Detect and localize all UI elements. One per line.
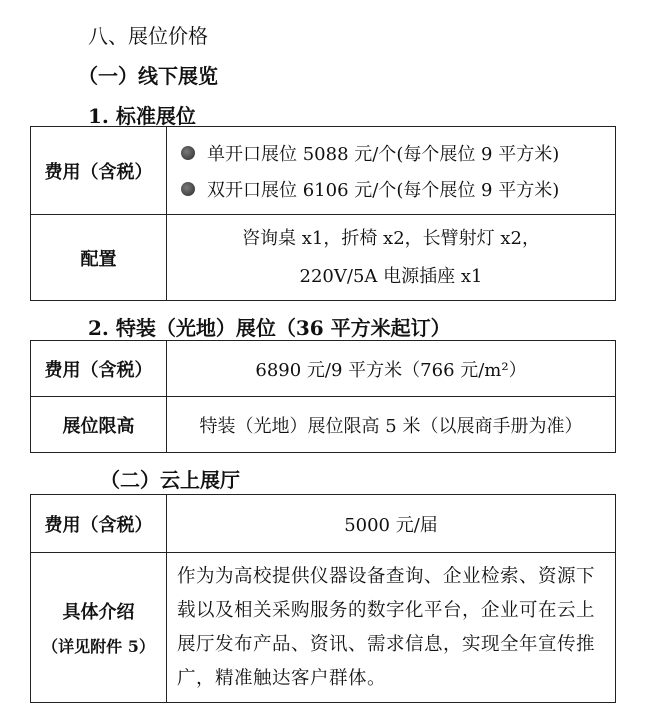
height-limit-label: 展位限高 [31, 397, 167, 453]
fee-cell [167, 127, 616, 215]
intro-sub-label: （详见附件 5） [42, 637, 155, 656]
config-label: 配置 [31, 215, 167, 301]
list-item [167, 171, 615, 207]
special-fee-value: 6890 元/9 平方米（766 元/m²） [167, 341, 616, 397]
table-row [31, 127, 616, 215]
standard-booth-heading: 1. 标准展位 [88, 104, 196, 128]
fee-label: 费用（含税） [31, 495, 167, 553]
section-title: 八、展位价格 [88, 24, 208, 48]
intro-text: 作为为高校提供仪器设备查询、企业检索、资源下载以及相关采购服务的数字化平台，企业可在云上展厅发布产品、资讯、需求信息，实现全年宣传推广，精准触达客户群体。 [177, 565, 596, 689]
intro-label: 具体介绍 [62, 602, 135, 623]
fee-label: 费用（含税） [31, 341, 167, 397]
intro-label-cell [31, 553, 167, 703]
offline-heading: （一）线下展览 [78, 64, 218, 88]
table-row [31, 215, 616, 301]
special-booth-heading: 2. 特装（光地）展位（36 平方米起订） [88, 316, 451, 340]
table-row [31, 553, 616, 703]
height-limit-value: 特装（光地）展位限高 5 米（以展商手册为准） [167, 397, 616, 453]
list-item [167, 135, 615, 171]
table-row [31, 495, 616, 553]
config-cell [167, 215, 616, 301]
bullet-icon [181, 182, 195, 196]
bullet-icon [181, 146, 195, 160]
cloud-heading: （二）云上展厅 [100, 468, 240, 492]
cloud-fee-value: 5000 元/届 [167, 495, 616, 553]
config-line-2: 220V/5A 电源插座 x1 [299, 265, 483, 287]
fee-item-double: 双开口展位 6106 元/个(每个展位 9 平方米) [207, 179, 560, 201]
fee-label: 费用（含税） [31, 127, 167, 215]
fee-item-single: 单开口展位 5088 元/个(每个展位 9 平方米) [207, 143, 560, 165]
table-row [31, 341, 616, 397]
config-line-1: 咨询桌 x1，折椅 x2，长臂射灯 x2， [242, 227, 540, 249]
cloud-table [30, 494, 616, 703]
table-row [31, 397, 616, 453]
standard-booth-table [30, 126, 616, 301]
intro-cell [167, 553, 616, 703]
special-booth-table [30, 340, 616, 453]
